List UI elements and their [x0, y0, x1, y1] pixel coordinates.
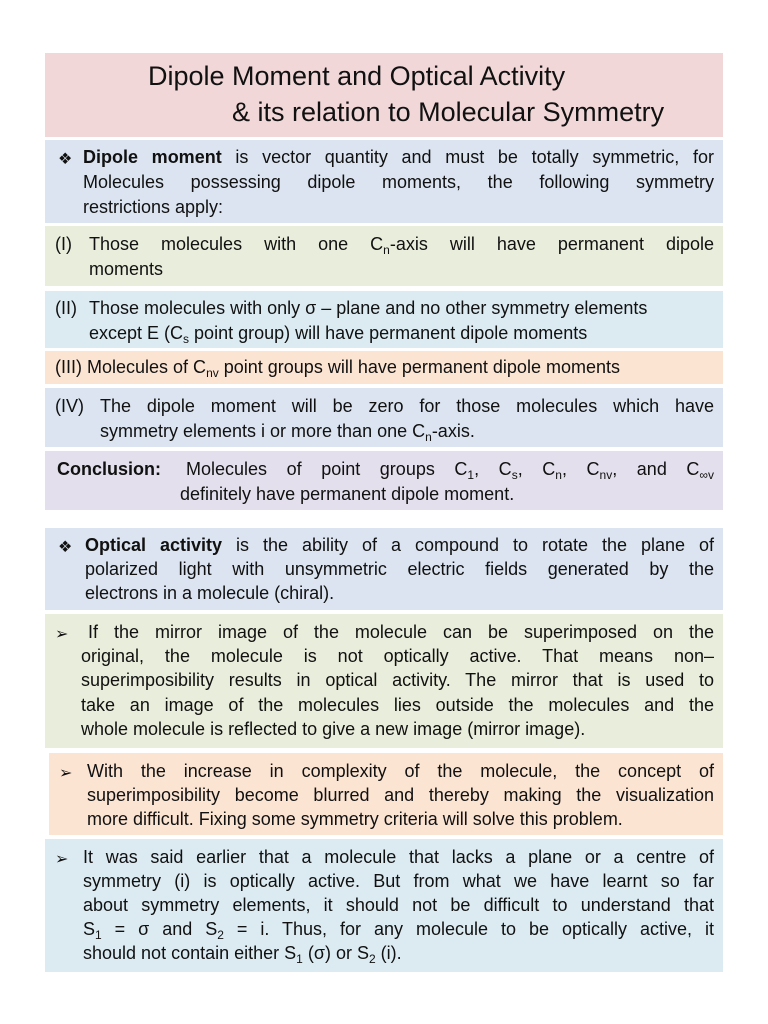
point-2-line3: more difficult. Fixing some symmetry criteria will solve this problem. [87, 809, 623, 829]
rule-1-line2: moments [89, 259, 164, 279]
rule-1-number: (I) [55, 234, 72, 254]
rule-2-line2: except E ($C_s$ point group) will have permanent dipole moments [89, 323, 588, 346]
arrow-bullet-icon: ➢ [55, 851, 69, 868]
rule-4-number: (IV) [55, 396, 84, 416]
rule-3-box [45, 351, 723, 384]
dipole-line1: Dipole moment is vector quantity and must be totally symmetric, for [83, 147, 714, 167]
optical-term: Optical activity [85, 535, 223, 555]
optical-line1: Optical activity is the ability of a compound to rotate the plane of [85, 535, 714, 555]
conclusion-line2: definitely have permanent dipole moment. [180, 484, 515, 504]
point-3-line1: It was said earlier that a molecule that lacks a plane or a centre of [83, 847, 714, 867]
optical-line2: polarized light with unsymmetric electric fields generated by the [85, 559, 714, 579]
optical-definition-box [45, 528, 723, 610]
rule-4-line2: symmetry elements i or more than one $C_n$-axis. [100, 421, 475, 444]
point-2-line2: superimposibility become blurred and thereby making the visualization [87, 785, 714, 805]
point-3-line5: should not contain either $S_1$ (σ) or $S_2$ (i). [83, 943, 402, 966]
dipole-definition-box [45, 140, 723, 223]
rule-3-line: (III) Molecules of $C_{nv}$ point groups will have permanent dipole moments [55, 357, 620, 380]
point-1-line2: original, the molecule is not optically active. That means non– [81, 646, 714, 666]
point-2-box [49, 753, 723, 835]
page-title-line2: & its relation to Molecular Symmetry [232, 97, 665, 127]
arrow-bullet-icon: ➢ [59, 765, 73, 782]
point-1-box [45, 614, 723, 748]
rule-1-box [45, 226, 723, 286]
dipole-term: Dipole moment [83, 147, 222, 167]
diamond-bullet-icon: ❖ [58, 539, 73, 556]
point-1-line4: take an image of the molecules lies outside the molecules and the [81, 695, 714, 715]
optical-line3: electrons in a molecule (chiral). [85, 583, 335, 603]
dipole-line2: Molecules possessing dipole moments, the following symmetry [83, 172, 714, 192]
point-3-line4: $S_1 = \sigma$ and $S_2 = i$. Thus, for any molecule to be optically active, it [83, 919, 714, 942]
point-3-box [45, 839, 723, 972]
rule-1-line1: Those molecules with one $C_n$-axis will have permanent dipole [89, 234, 714, 257]
rule-4-line1: The dipole moment will be zero for those molecules which have [100, 396, 714, 416]
point-2-line1: With the increase in complexity of the molecule, the concept of [87, 761, 714, 781]
rule-4-box [45, 388, 723, 447]
rule-2-number: (II) [55, 298, 77, 318]
dipole-line3: restrictions apply: [83, 197, 224, 217]
rule-2-box [45, 291, 723, 348]
conclusion-label: Conclusion: [57, 459, 161, 479]
title-box [45, 53, 723, 137]
point-3-line2: symmetry (i) is optically active. But from what we have learnt so far [83, 871, 714, 891]
diamond-bullet-icon: ❖ [58, 151, 73, 168]
rule-2-line1: Those molecules with only σ – plane and no other symmetry elements [89, 298, 648, 318]
point-1-line5: whole molecule is reflected to give a new image (mirror image). [81, 719, 586, 739]
arrow-bullet-icon: ➢ [55, 626, 69, 643]
point-1-line3: superimposibility results in optical activity. The mirror that is used to [81, 670, 714, 690]
page-title-line1: Dipole Moment and Optical Activity [148, 61, 566, 91]
point-1-line1: If the mirror image of the molecule can be superimposed on the [88, 622, 714, 642]
conclusion-box [45, 451, 723, 510]
point-3-line3: about symmetry elements, it should not be difficult to understand that [83, 895, 714, 915]
conclusion-line1: Molecules of point groups $C_1$, $C_s$, $C_n$, $C_{nv}$, and $C_{\infty v}$ [186, 459, 714, 482]
